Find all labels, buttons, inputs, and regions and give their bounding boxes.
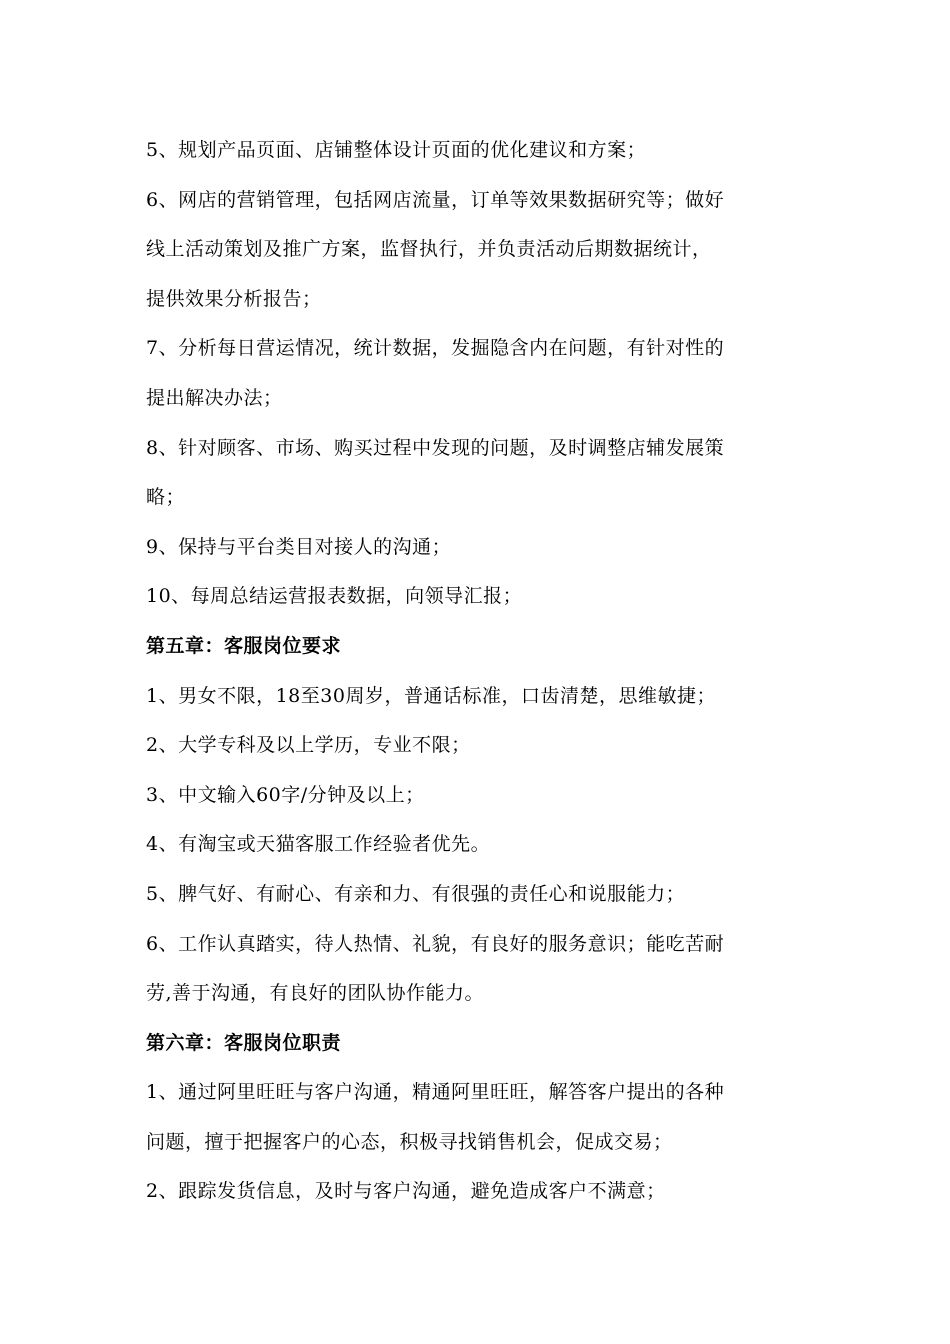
list-item: 9、保持与平台类目对接人的沟通； [146,535,452,558]
list-item: 6、工作认真踏实，待人热情、礼貌，有良好的服务意识；能吃苦耐 [146,932,725,955]
list-item: 5、规划产品页面、店铺整体设计页面的优化建议和方案； [146,139,647,161]
list-item: 5、脾气好、有耐心、有亲和力、有很强的责任心和说服能力； [146,882,686,905]
list-item-continuation: 提供效果分析报告； [146,287,322,310]
list-item: 7、分析每日营运情况，统计数据，发掘隐含内在问题，有针对性的 [146,337,725,360]
list-item: 1、通过阿里旺旺与客户沟通，精通阿里旺旺，解答客户提出的各种 [146,1081,725,1104]
list-item-continuation: 劳,善于沟通，有良好的团队协作能力。 [146,982,485,1005]
list-item: 4、有淘宝或天猫客服工作经验者优先。 [146,833,491,856]
list-item-continuation: 略； [146,486,186,509]
list-item: 1、男女不限，18至30周岁，普通话标准，口齿清楚，思维敏捷； [146,684,716,707]
chapter-heading: 第五章：客服岗位要求 [146,634,342,657]
list-item: 6、网店的营销管理，包括网店流量，订单等效果数据研究等；做好 [146,188,725,211]
list-item: 2、跟踪发货信息，及时与客户沟通，避免造成客户不满意； [146,1180,666,1203]
list-item-continuation: 线上活动策划及推广方案，监督执行，并负责活动后期数据统计， [146,238,712,261]
list-item: 8、针对顾客、市场、购买过程中发现的问题，及时调整店辅发展策 [146,436,725,459]
chapter-heading: 第六章：客服岗位职责 [146,1031,342,1054]
list-item: 3、中文输入60字/分钟及以上； [146,783,425,806]
list-item: 2、大学专科及以上学历，专业不限； [146,734,471,757]
list-item: 10、每周总结运营报表数据，向领导汇报； [146,585,523,608]
document-body [146,126,816,1217]
list-item-continuation: 提出解决办法； [146,386,283,409]
list-item-continuation: 问题，擅于把握客户的心态，积极寻找销售机会，促成交易； [146,1130,673,1153]
